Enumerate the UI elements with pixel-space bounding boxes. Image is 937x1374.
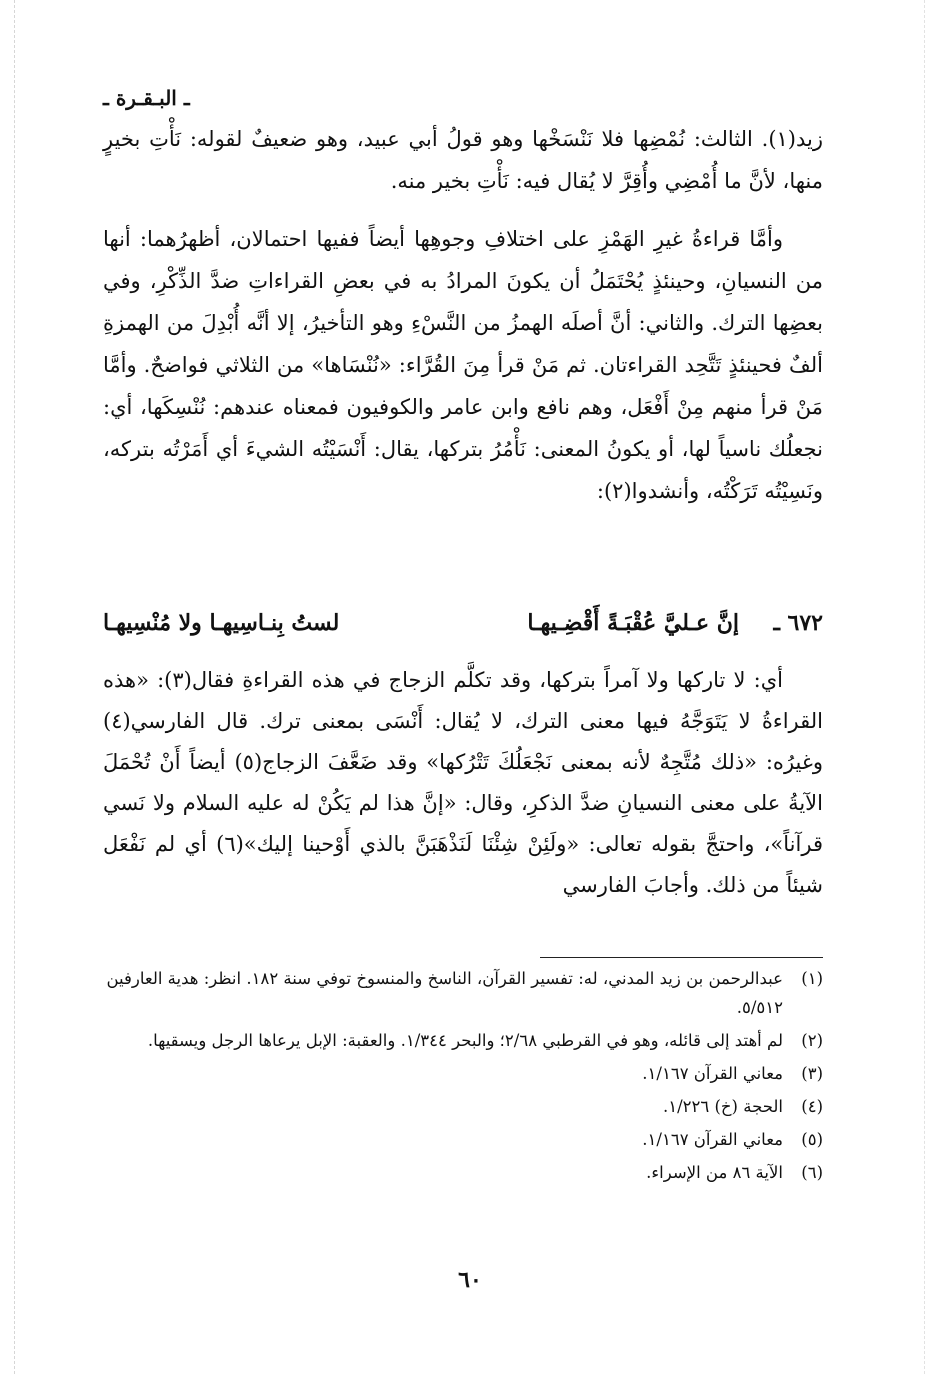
footnote (103, 1059, 823, 1088)
main-text-continued (103, 660, 823, 906)
footnote-number: (٥) (801, 1130, 823, 1149)
footnote-text: معاني القرآن ١/١٦٧. (642, 1130, 783, 1149)
main-text (103, 118, 823, 512)
footnote-number: (٢) (801, 1031, 823, 1050)
paragraph: زيد(١). الثالث: نُمْضِها فلا نَنْسَخْها وهو قولُ أبي عبيد، وهو ضعيفٌ لقوله: نَأْتِ بخيرٍ منها، لأنَّ ما أُمْضِي وأُقِرَّ لا يُقال فيه: نَأْتِ بخير منه. (103, 127, 823, 193)
footnote-text: معاني القرآن ١/١٦٧. (642, 1064, 783, 1083)
footnote-text: عبدالرحمن بن زيد المدني، له: تفسير القرآن، الناسخ والمنسوخ توفي سنة ١٨٢. انظر: هدية العارفين ٥/٥١٢. (106, 969, 783, 1017)
footnote-text: الآية ٨٦ من الإسراء. (646, 1163, 783, 1182)
verse-number: ٦٧٢ ـ (773, 610, 823, 636)
running-header: ـ البـقـرة ـ (103, 86, 190, 110)
footnote (103, 1158, 823, 1187)
footnote (103, 964, 823, 1022)
footnotes (103, 964, 823, 1191)
verse-hemistich-first: إنَّ عـليَّ عُقْبَـةً أَقْضِـيهـا (527, 610, 739, 636)
paragraph: أي: لا تاركها ولا آمراً بتركها، وقد تكلَّم الزجاج في هذه القراءةِ فقال(٣): «هذه القراءةُ لا يَتَوَجَّهُ فيها معنى الترك، لا يُقال: أَنْسَى بمعنى ترك. قال الفارسي(٤) وغيرُه: «ذلك مُتَّجِهٌ لأنه بمعنى نَجْعَلُكَ تَتْرُكها» وقد ضَعَّفَ الزجاج(٥) أيضاً أَنْ تُحْمَلَ الآيةُ على معنى النسيانِ ضدَّ الذكرِ، وقال: «إنَّ هذا لم يَكُنْ له عليه السلام ولا نَسي قرآناً»، واحتجَّ بقوله تعالى: «ولَئِنْ شِئْنَا لَنَذْهَبَنَّ بالذي أَوْحينا إليك»(٦) أي لم نَفْعَل شيئاً من ذلك. وأجابَ الفارسي (103, 668, 823, 897)
footnote (103, 1092, 823, 1121)
footnote (103, 1125, 823, 1154)
footnote-number: (٦) (801, 1163, 823, 1182)
verse-hemistich-second: لستُ بِنـاسِيهـا ولا مُنْسِيهـا (103, 610, 340, 636)
page-edge-right (924, 0, 927, 1374)
footnote-number: (٤) (801, 1097, 823, 1116)
poetry-verse (103, 600, 823, 650)
footnote-text: لم أهتد إلى قائله، وهو في القرطبي ٢/٦٨؛ والبحر ١/٣٤٤. والعقبة: الإبل يرعاها الرجل ويسقيها. (147, 1031, 783, 1050)
paragraph: وأمَّا قراءةُ غيرِ الهَمْزِ على اختلافِ وجوهِها أيضاً ففيها احتمالان، أظهرُهما: أنها من النسيانِ، وحينئذٍ يُحْتَمَلُ أن يكونَ المرادُ به في بعضِ القراءاتِ ضدَّ الذِّكْرِ، وفي بعضِها الترك. والثاني: أنَّ أصلَه الهمزُ من النَّسْءِ وهو التأخيرُ، إلا أنَّه أُبْدِلَ من الهمزةِ ألفٌ فحينئذٍ تَتَّحِد القراءتان. ثم مَنْ قرأ مِنَ القُرَّاء: «نُنْسَاها» من الثلاثي فواضحٌ. وأمَّا مَنْ قرأ منهم مِنْ أَفْعَل، وهم نافع وابن عامر والكوفيون فمعناه عندهم: نُنْسِكَها، أي: نجعلُك ناسياً لها، أو يكونُ المعنى: نَأْمُرُ بتركها، يقال: أَنْسَيْتُه الشيءَ أي أَمَرْتُه بتركه، ونَسِيْتُه تَرَكْتُه، وأنشدوا(٢): (103, 227, 823, 503)
page-number: ٦٠ (458, 1267, 482, 1293)
footnote-text: الحجة (خ) ١/٢٢٦. (662, 1097, 783, 1116)
footnote-separator (540, 957, 823, 958)
footnote-number: (٣) (801, 1064, 823, 1083)
footnote (103, 1026, 823, 1055)
footnote-number: (١) (801, 969, 823, 988)
page-edge-left (14, 0, 17, 1374)
